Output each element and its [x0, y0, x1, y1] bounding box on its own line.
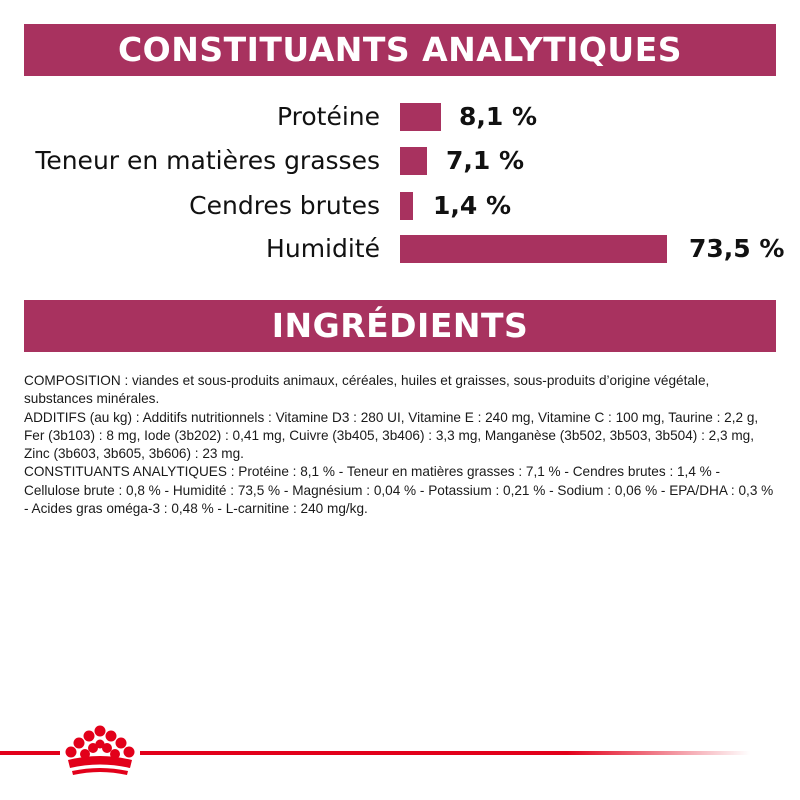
nutrient-value: 8,1 % [459, 102, 538, 131]
nutrient-value: 1,4 % [433, 191, 512, 220]
footer-rule-left [0, 751, 60, 755]
nutrient-bar [400, 235, 667, 263]
constituants-paragraph: CONSTITUANTS ANALYTIQUES : Protéine : 8,1 % - Teneur en matières grasses : 7,1 % - Cendres brutes : 1,4 % - Cellulose brute : 0,8 % - Humidité : 73,5 % - Magnésium : 0,04 % - Potassium : 0,21 % - Sodium : 0,06 % - EPA/DHA : 0,3 % - Acides gras oméga-3 : 0,48 % - L-carnitine : 240 mg/kg. [24, 464, 774, 517]
ingredients-header: INGRÉDIENTS [24, 300, 776, 352]
nutrient-label: Humidité [266, 234, 380, 263]
nutrient-bar [400, 192, 413, 220]
footer-rule-right [140, 751, 750, 755]
analytical-constituents-header: CONSTITUANTS ANALYTIQUES [24, 24, 776, 76]
additifs-paragraph: ADDITIFS (au kg) : Additifs nutritionnels : Vitamine D3 : 280 UI, Vitamine E : 240 mg, Vitamine C : 100 mg, Taurine : 2,2 g, Fer (3b103) : 8 mg, Iode (3b202) : 0,41 mg, Cuivre (3b405, 3b406) : 3,3 mg, Manganèse (3b502, 3b503, 3b504) : 2,3 mg, Zinc (3b603, 3b605, 3b606) : 23 mg. [24, 409, 759, 462]
royal-canin-crown-icon [58, 722, 142, 782]
ingredients-text-block [24, 372, 776, 518]
nutrient-row-humidite [0, 229, 800, 269]
nutrient-label: Protéine [276, 102, 380, 131]
nutrient-row-proteine [0, 97, 800, 137]
nutrient-label: Cendres brutes [189, 191, 380, 220]
nutrient-row-matieres-grasses [0, 141, 800, 181]
nutrient-value: 73,5 % [689, 234, 785, 263]
nutrient-row-cendres-brutes [0, 186, 800, 226]
nutrient-bar [400, 103, 441, 131]
nutrient-label: Teneur en matières grasses [35, 146, 380, 175]
nutrient-bar [400, 147, 427, 175]
nutrient-value: 7,1 % [446, 146, 525, 175]
composition-paragraph: COMPOSITION : viandes et sous-produits animaux, céréales, huiles et graisses, sous-produits d’origine végétale, substances minérales. [24, 373, 710, 407]
